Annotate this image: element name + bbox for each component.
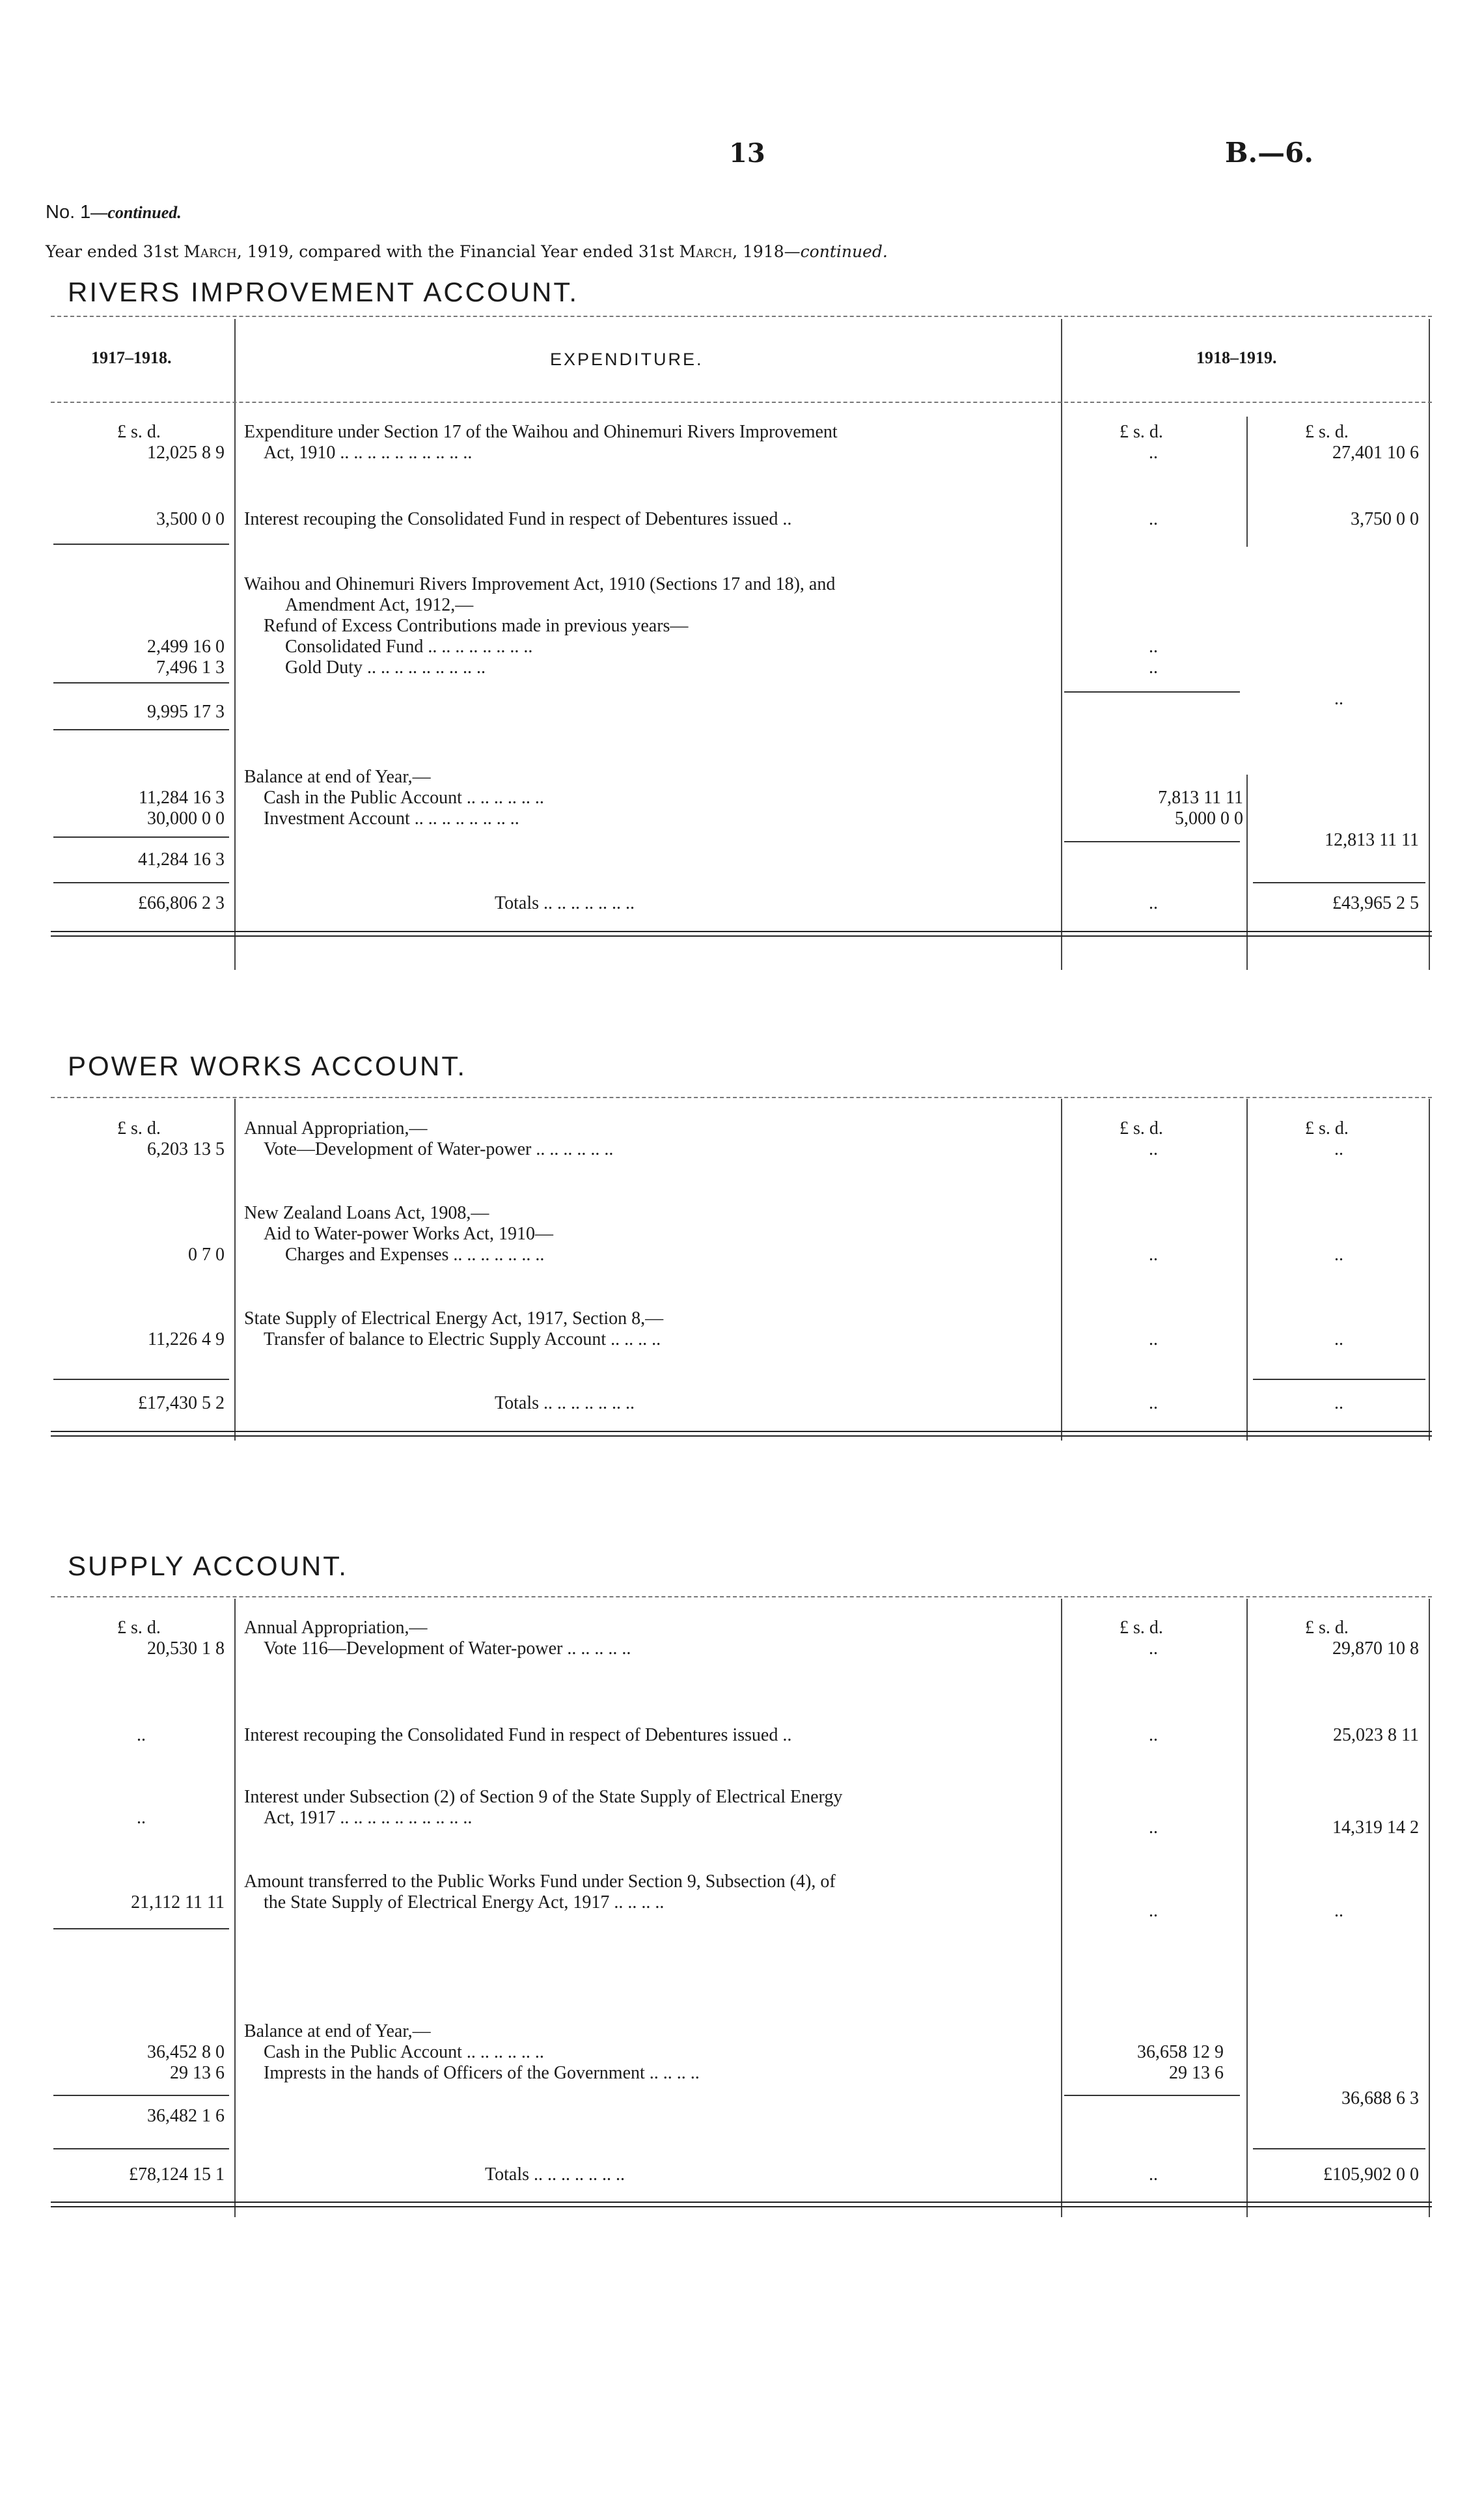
year-caption-part: , 1918— (732, 242, 801, 261)
rivers-balance-label: Balance at end of Year,— (244, 767, 431, 787)
column-divider (1246, 775, 1248, 970)
currency-header: £ s. d. (1120, 1118, 1163, 1139)
rule (51, 316, 1432, 317)
rule (53, 729, 229, 730)
double-rule (51, 1431, 1432, 1437)
supply-row3-desc: Interest under Subsection (2) of Section 9 of the State Supply of Electrical Energy (244, 1787, 843, 1807)
supply-row4-mid: .. (1149, 1901, 1158, 1921)
power-section-title: POWER WORKS ACCOUNT. (68, 1051, 467, 1081)
supply-row4-prev: 21,112 11 11 (131, 1892, 225, 1912)
rivers-row3-desc: Refund of Excess Contributions made in previous years— (264, 616, 689, 636)
supply-bal-imp-prev: 29 13 6 (170, 2063, 225, 2083)
power-row3-desc: State Supply of Electrical Energy Act, 1917, Section 8,— (244, 1308, 664, 1329)
column-header-expenditure: EXPENDITURE. (550, 350, 704, 369)
rivers-row1-desc: Expenditure under Section 17 of the Waihou and Ohinemuri Rivers Improvement (244, 422, 838, 442)
rivers-totals-label: Totals .. .. .. .. .. .. .. (495, 893, 635, 913)
power-row3-curr: .. (1334, 1329, 1343, 1349)
rule (1253, 1379, 1425, 1380)
supply-row3-curr: 14,319 14 2 (1332, 1817, 1419, 1838)
supply-totals-curr: £105,902 0 0 (1323, 2164, 1419, 2185)
rule (53, 836, 229, 838)
supply-row3-desc: Act, 1917 .. .. .. .. .. .. .. .. .. .. (264, 1808, 473, 1828)
rivers-bal-cash-label: Cash in the Public Account .. .. .. .. .. .. (264, 788, 544, 808)
rule (1064, 841, 1240, 842)
rule (53, 544, 229, 545)
currency-header: £ s. d. (117, 1118, 161, 1139)
rule (53, 2148, 229, 2149)
power-row3-desc: Transfer of balance to Electric Supply Account .. .. .. .. (264, 1329, 661, 1349)
column-divider (234, 319, 236, 970)
supply-row1-prev: 20,530 1 8 (147, 1638, 225, 1659)
rivers-totals-curr: £43,965 2 5 (1332, 893, 1419, 913)
rule (53, 882, 229, 883)
supply-row3-prev: .. (137, 1808, 146, 1828)
column-divider (1061, 1599, 1062, 2217)
supply-row3-mid: .. (1149, 1817, 1158, 1838)
rivers-row3-total-prev: 9,995 17 3 (147, 702, 225, 722)
rivers-row3-desc: Amendment Act, 1912,— (285, 595, 474, 615)
power-row3-prev: 11,226 4 9 (148, 1329, 225, 1349)
supply-row4-desc: the State Supply of Electrical Energy Act, 1917 .. .. .. .. (264, 1892, 665, 1912)
power-row2-mid: .. (1149, 1245, 1158, 1265)
currency-header: £ s. d. (117, 422, 161, 442)
rivers-bal-inv-prev: 30,000 0 0 (147, 808, 225, 829)
rivers-bal-cash-mid: 7,813 11 11 (1158, 788, 1243, 808)
rivers-row1-curr: 27,401 10 6 (1332, 443, 1419, 463)
rivers-bal-inv-mid: 5,000 0 0 (1175, 808, 1243, 829)
rivers-bal-total-prev: 41,284 16 3 (138, 849, 225, 870)
rivers-row3-desc: Waihou and Ohinemuri Rivers Improvement Act, 1910 (Sections 17 and 18), and (244, 574, 836, 594)
rivers-row1-desc: Act, 1910 .. .. .. .. .. .. .. .. .. .. (264, 443, 473, 463)
rivers-row3-sub1-prev: 2,499 16 0 (147, 637, 225, 657)
rule (51, 402, 1432, 403)
table-number-label: No. 1 (46, 202, 91, 223)
supply-row2-desc: Interest recouping the Consolidated Fund in respect of Debentures issued .. (244, 1725, 792, 1745)
year-caption-part: Year ended 31st (46, 242, 184, 261)
supply-row2-mid: .. (1149, 1725, 1158, 1745)
double-rule (51, 2202, 1432, 2207)
power-row3-mid: .. (1149, 1329, 1158, 1349)
power-totals-curr: .. (1334, 1393, 1343, 1413)
rule (1253, 882, 1425, 883)
rule (1064, 691, 1240, 693)
column-divider (234, 1599, 236, 2217)
rule (51, 1596, 1432, 1597)
supply-section-title: SUPPLY ACCOUNT. (68, 1551, 348, 1581)
currency-header: £ s. d. (1120, 422, 1163, 442)
supply-totals-mid: .. (1149, 2164, 1158, 2185)
supply-row1-curr: 29,870 10 8 (1332, 1638, 1419, 1659)
rule (51, 1097, 1432, 1098)
power-row2-curr: .. (1334, 1245, 1343, 1265)
rivers-section-title: RIVERS IMPROVEMENT ACCOUNT. (68, 277, 579, 307)
currency-header: £ s. d. (1305, 1118, 1349, 1139)
rule (53, 1379, 229, 1380)
table-number-suffix: —continued. (90, 203, 182, 222)
rivers-row2-desc: Interest recouping the Consolidated Fund in respect of Debentures issued .. (244, 509, 792, 529)
supply-row4-desc: Amount transferred to the Public Works Fund under Section 9, Subsection (4), of (244, 1871, 836, 1892)
double-rule (51, 931, 1432, 937)
rivers-row1-mid: .. (1149, 443, 1158, 463)
year-caption-month: March (184, 242, 237, 261)
supply-balance-label: Balance at end of Year,— (244, 2021, 431, 2041)
column-header-1918-1919: 1918–1919. (1196, 348, 1277, 367)
rivers-bal-cash-prev: 11,284 16 3 (139, 788, 225, 808)
column-header-1917-1918: 1917–1918. (91, 348, 172, 367)
power-row2-desc: New Zealand Loans Act, 1908,— (244, 1203, 489, 1223)
rule (53, 1928, 229, 1929)
supply-bal-imp-mid: 29 13 6 (1169, 2063, 1224, 2083)
rivers-row3-curr: .. (1334, 689, 1343, 709)
power-row1-desc: Vote—Development of Water-power .. .. .. .. .. .. (264, 1139, 614, 1159)
rivers-row2-mid: .. (1149, 509, 1158, 529)
supply-bal-total-prev: 36,482 1 6 (147, 2106, 225, 2126)
power-row1-curr: .. (1334, 1139, 1343, 1159)
power-totals-label: Totals .. .. .. .. .. .. .. (495, 1393, 635, 1413)
supply-bal-cash-label: Cash in the Public Account .. .. .. .. .. .. (264, 2042, 544, 2062)
currency-header: £ s. d. (117, 1618, 161, 1638)
rivers-row3-sub2-prev: 7,496 1 3 (156, 657, 225, 678)
rule (53, 682, 229, 683)
supply-row4-curr: .. (1334, 1901, 1343, 1921)
column-divider (1246, 417, 1248, 547)
column-divider (1246, 1599, 1248, 2217)
supply-bal-curr: 36,688 6 3 (1341, 2088, 1419, 2108)
table-number (46, 202, 182, 223)
column-divider (1246, 1099, 1248, 1441)
rivers-row2-curr: 3,750 0 0 (1351, 509, 1419, 529)
power-row1-desc: Annual Appropriation,— (244, 1118, 428, 1139)
column-divider (1429, 319, 1430, 970)
power-row1-prev: 6,203 13 5 (147, 1139, 225, 1159)
year-caption-month: March (679, 242, 733, 261)
power-totals-mid: .. (1149, 1393, 1158, 1413)
supply-bal-cash-prev: 36,452 8 0 (147, 2042, 225, 2062)
power-totals-prev: £17,430 5 2 (138, 1393, 225, 1413)
year-caption (46, 242, 888, 261)
supply-totals-prev: £78,124 15 1 (129, 2164, 225, 2185)
power-row2-desc: Charges and Expenses .. .. .. .. .. .. .. (285, 1245, 545, 1265)
rivers-row2-prev: 3,500 0 0 (156, 509, 225, 529)
currency-header: £ s. d. (1305, 1618, 1349, 1638)
year-caption-continued: continued. (800, 242, 888, 261)
rule (1253, 2148, 1425, 2149)
document-reference: B.—6. (1225, 137, 1313, 169)
rivers-bal-inv-label: Investment Account .. .. .. .. .. .. .. .. (264, 808, 519, 829)
power-row2-desc: Aid to Water-power Works Act, 1910— (264, 1224, 553, 1244)
rivers-row1-prev: 12,025 8 9 (147, 443, 225, 463)
supply-row2-curr: 25,023 8 11 (1333, 1725, 1419, 1745)
supply-bal-cash-mid: 36,658 12 9 (1137, 2042, 1224, 2062)
column-divider (1429, 1099, 1430, 1441)
column-divider (1061, 319, 1062, 970)
rivers-row3-sub2-mid: .. (1149, 657, 1158, 678)
rivers-bal-curr: 12,813 11 11 (1325, 830, 1419, 850)
rivers-row3-sub1-mid: .. (1149, 637, 1158, 657)
rivers-row3-sub1-label: Consolidated Fund .. .. .. .. .. .. .. .. (285, 637, 533, 657)
year-caption-part: , 1919, compared with the Financial Year ended 31st (236, 242, 680, 261)
rivers-totals-prev: £66,806 2 3 (138, 893, 225, 913)
rivers-totals-mid: .. (1149, 893, 1158, 913)
power-row2-prev: 0 7 0 (188, 1245, 225, 1265)
supply-row2-prev: .. (137, 1725, 146, 1745)
supply-bal-imp-label: Imprests in the hands of Officers of the Government .. .. .. .. (264, 2063, 700, 2083)
page-number: 13 (729, 138, 765, 169)
currency-header: £ s. d. (1120, 1618, 1163, 1638)
rule (1064, 2095, 1240, 2096)
power-row1-mid: .. (1149, 1139, 1158, 1159)
supply-row1-desc: Annual Appropriation,— (244, 1618, 428, 1638)
supply-row1-mid: .. (1149, 1638, 1158, 1659)
supply-row1-desc: Vote 116—Development of Water-power .. .. .. .. .. (264, 1638, 631, 1659)
currency-header: £ s. d. (1305, 422, 1349, 442)
column-divider (1429, 1599, 1430, 2217)
rule (53, 2095, 229, 2096)
rivers-row3-sub2-label: Gold Duty .. .. .. .. .. .. .. .. .. (285, 657, 486, 678)
column-divider (1061, 1099, 1062, 1441)
supply-totals-label: Totals .. .. .. .. .. .. .. (485, 2164, 625, 2185)
column-divider (234, 1099, 236, 1441)
